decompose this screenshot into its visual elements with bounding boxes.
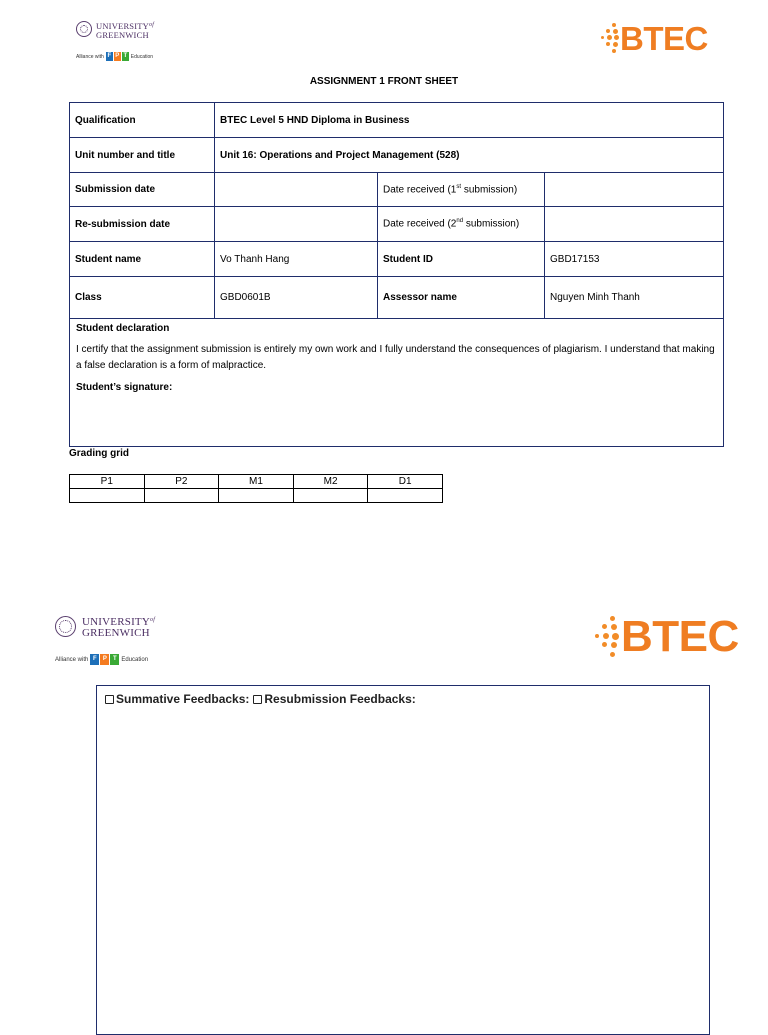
university-line1: UNIVERSITY: [96, 21, 149, 31]
class-value: GBD0601B: [215, 277, 378, 319]
grading-header-row: [70, 475, 443, 489]
declaration-text: I certify that the assignment submission is entirely my own work and I fully understand the consequences of plagiarism. I understand that making a false declaration is a form of malpractice.: [76, 344, 715, 371]
date-received-2-pre: Date received (2: [383, 218, 457, 230]
fpt-letter-p: P: [100, 654, 109, 665]
grade-value-d1[interactable]: [368, 489, 443, 503]
resubmission-label: Resubmission Feedbacks:: [264, 692, 416, 706]
date-received-2-sup: nd: [456, 218, 464, 225]
fpt-letter-t: T: [123, 53, 128, 59]
fpt-letter-f: F: [107, 53, 112, 59]
grade-header-d1: D1: [368, 475, 443, 489]
university-logo-bottom: [55, 616, 165, 668]
unit-value: Unit 16: Operations and Project Management (528): [215, 138, 724, 173]
university-crest-icon: [55, 616, 76, 637]
student-name-label: Student name: [70, 242, 215, 277]
qualification-label: Qualification: [70, 103, 215, 138]
student-id-label: Student ID: [378, 242, 545, 277]
date-received-1-sup: st: [456, 183, 462, 190]
resubmission-date-value: [215, 207, 378, 242]
grade-value-p2[interactable]: [144, 489, 219, 503]
university-of: of: [150, 617, 156, 623]
table-row: [70, 242, 724, 277]
declaration-cell: [70, 319, 724, 447]
grade-value-p1[interactable]: [70, 489, 145, 503]
grade-value-m2[interactable]: [293, 489, 368, 503]
grading-value-row: [70, 489, 443, 503]
grade-value-m1[interactable]: [219, 489, 294, 503]
alliance-suffix: Education: [130, 53, 154, 60]
table-row: [70, 277, 724, 319]
summative-label: Summative Feedbacks:: [116, 692, 250, 706]
grading-grid-title: Grading grid: [69, 448, 129, 459]
feedback-options: [105, 692, 416, 706]
resubmission-checkbox[interactable]: [253, 695, 262, 704]
table-row: [70, 103, 724, 138]
alliance-prefix: Alliance with: [76, 53, 104, 60]
date-received-1-post: submission): [461, 184, 518, 196]
submission-date-value: [215, 173, 378, 207]
btec-logo-bottom: [594, 614, 739, 660]
university-of: of: [149, 22, 155, 28]
btec-dots-icon: [600, 21, 620, 55]
university-name: [96, 22, 154, 39]
grade-header-p2: P2: [144, 475, 219, 489]
grade-header-m1: M1: [219, 475, 294, 489]
assessor-value: Nguyen Minh Thanh: [545, 277, 724, 319]
alliance-line: [76, 52, 153, 61]
fpt-letter-f: F: [90, 654, 99, 665]
resubmission-date-label: Re-submission date: [70, 207, 215, 242]
alliance-suffix: Education: [121, 656, 149, 663]
unit-label: Unit number and title: [70, 138, 215, 173]
qualification-value: BTEC Level 5 HND Diploma in Business: [215, 103, 724, 138]
feedback-box[interactable]: [96, 685, 710, 1035]
fpt-logo: [90, 654, 119, 665]
date-received-1-label: [378, 173, 545, 207]
front-sheet-table: [69, 102, 724, 447]
btec-logo-top: [600, 21, 708, 55]
table-row: [70, 319, 724, 447]
fpt-letter-p: P: [115, 53, 120, 59]
date-received-2-value: [545, 207, 724, 242]
alliance-line: [55, 654, 148, 665]
grade-header-m2: M2: [293, 475, 368, 489]
table-row: [70, 207, 724, 242]
btec-wordmark: BTEC: [621, 612, 739, 661]
date-received-1-value: [545, 173, 724, 207]
signature-label: Student’s signature:: [76, 382, 173, 393]
assessor-label: Assessor name: [378, 277, 545, 319]
submission-date-label: Submission date: [70, 173, 215, 207]
date-received-2-post: submission): [463, 218, 520, 230]
class-label: Class: [70, 277, 215, 319]
table-row: [70, 173, 724, 207]
declaration-title: Student declaration: [76, 323, 170, 334]
student-id-value: GBD17153: [545, 242, 724, 277]
btec-dots-icon: [594, 614, 620, 660]
grade-header-p1: P1: [70, 475, 145, 489]
fpt-letter-t: T: [110, 654, 119, 665]
university-crest-icon: [76, 21, 92, 37]
date-received-1-pre: Date received (1: [383, 184, 457, 196]
university-line2: GREENWICH: [82, 627, 150, 639]
university-name: [82, 617, 155, 639]
university-line1: UNIVERSITY: [82, 616, 150, 628]
grading-grid-table: [69, 474, 443, 503]
alliance-prefix: Alliance with: [55, 656, 89, 663]
summative-checkbox[interactable]: [105, 695, 114, 704]
page-title: ASSIGNMENT 1 FRONT SHEET: [309, 76, 459, 87]
university-logo-top: [76, 21, 166, 61]
student-name-value: Vo Thanh Hang: [215, 242, 378, 277]
table-row: [70, 138, 724, 173]
btec-wordmark: BTEC: [620, 19, 708, 57]
university-line2: GREENWICH: [96, 29, 149, 40]
fpt-logo: [106, 52, 129, 61]
date-received-2-label: [378, 207, 545, 242]
